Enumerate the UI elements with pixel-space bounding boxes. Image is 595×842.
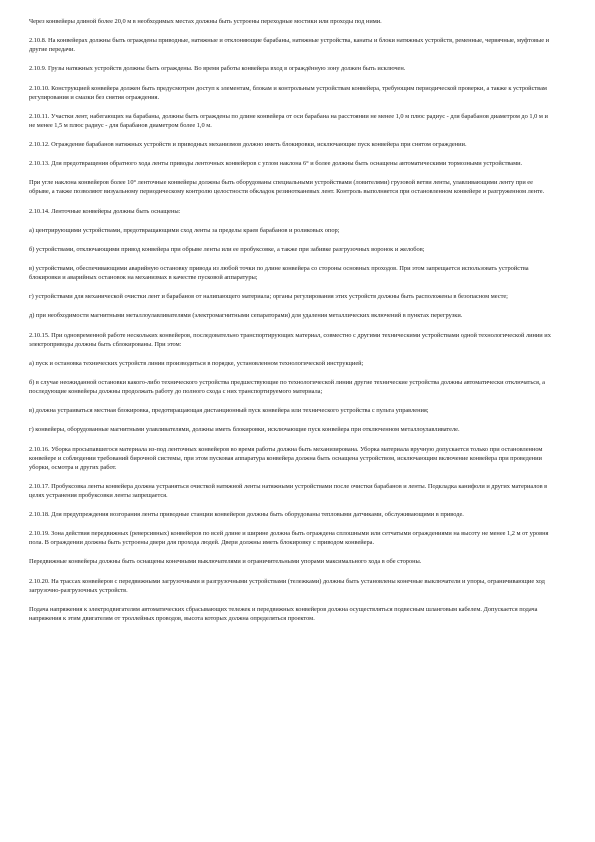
paragraph: 2.10.11. Участки лент, набегающих на барабаны, должны быть ограждены по длине конвейера от оси барабана на расстоянии не менее 1,0 м плюс радиус - для барабанов диаметром до 1,0 м и не менее 1,5 м плюс радиус - для барабанов диаметром более 1,0 м. (29, 112, 548, 129)
paragraph: 2.10.13. Для предотвращения обратного хода ленты приводы ленточных конвейеров с углом наклона 6° и более должны быть оснащены автоматическими тормозными устройствами. (29, 160, 523, 168)
list-item: а) пуск и остановка технических устройств линии производиться в порядке, установленном технологической инструкцией; (29, 359, 364, 367)
paragraph: Передвижные конвейеры должны быть оснащены конечными выключателями и ограничительными упорами максимального хода в обе стороны. (29, 558, 422, 566)
paragraph: 2.10.15. При одновременной работе нескольких конвейеров, последовательно транспортирующих материал, совместно с другими техническими устройствами одной технологической линии их электроприводы должны быть сблокированы. При этом: (29, 331, 551, 348)
list-item: а) центрирующими устройствами, предотвращающими сход ленты за пределы краев барабанов и роликовых опор; (29, 226, 340, 234)
list-item: б) устройствами, отключающими привод конвейера при обрыве ленты или ее пробуксовке, а также при забивке разгрузочных воронок и желобов; (29, 245, 425, 253)
paragraph: 2.10.19. Зона действия передвижных (реверсивных) конвейеров по всей длине и ширине должна быть ограждена сплошными или сетчатыми ограждениями на высоту не менее 1,2 м от уровня пола. В ограждении должны быть устроены двери для прохода людей. Двери должны иметь блокировку с приводом конвейера. (29, 530, 549, 547)
list-item: г) конвейеры, оборудованные магнитными улавливателями, должны иметь блокировки, исключающие пуск конвейера при отключенном металлоулавливателе. (29, 426, 460, 434)
paragraph: 2.10.20. На трассах конвейеров с передвижными загрузочными и разгрузочными устройствами (тележками) должны быть установлены конечные выключатели и упоры, ограничивающие ход загрузочно-разгрузочных устройств. (29, 577, 545, 594)
paragraph: При угле наклона конвейеров более 10° ленточные конвейеры должны быть оборудованы специальными устройствами (ловителями) грузовой ветви ленты, улавливающими ленту при ее обрыве, а также позволяют визуальному периодическому контролю целостности обкладок резинотканевых лент. Контроль выполняется при остановленном конвейере и разгруженном ленте. (29, 179, 545, 196)
paragraph: 2.10.14. Ленточные конвейеры должны быть оснащены: (29, 207, 181, 215)
list-item: в) устройствами, обеспечивающими аварийную остановку привода из любой точки по длине конвейера со стороны основных проходов. При этом запрещается использовать устройства блокировки и аварийных остановок на механизмах в качестве пусковой аппаратуры; (29, 265, 529, 282)
paragraph: 2.10.9. Грузы натяжных устройств должны быть ограждены. Во время работы конвейера вход в ограждённую зону должен быть исключен. (29, 65, 406, 73)
paragraph: 2.10.16. Уборка просыпавшегося материала из-под ленточных конвейеров во время работы должна быть механизирована. Уборка материала вручную допускается только при остановленном конвейере и соблюдении требований бирочной системы, при этом пусковая аппаратура конвейера должна быть оснащена устройством, исключающим включение конвейера при проведении уборки, осмотра и других работ. (29, 445, 543, 471)
list-item: г) устройствами для механической очистки лент и барабанов от налипающего материала; органы регулирования этих устройств должны быть расположены в безопасном месте; (29, 293, 508, 301)
paragraph: 2.10.10. Конструкцией конвейера должен быть предусмотрен доступ к элементам, блокам и контрольным устройствам конвейера, требующим периодической проверки, а также к устройствам регулирования и смазки без снятия ограждения. (29, 84, 547, 101)
paragraph: Через конвейеры длиной более 20,0 м в необходимых местах должны быть устроены переходные мостики или проходы под ними. (29, 18, 382, 25)
paragraph: 2.10.8. На конвейерах должны быть ограждены приводные, натяжные и отклоняющие барабаны, натяжные устройства, канаты и блоки натяжных устройств, ременные, червячные, муфтовые и другие передачи. (29, 37, 550, 54)
list-item: б) в случае неожиданной остановки какого-либо технического устройства предшествующие по технологической линии другие технические устройства должны автоматически отключаться, а последующие конвейеры должны продолжать работу до полного схода с них транспортируемого материала; (29, 379, 545, 395)
paragraph: Подача напряжения к электродвигателям автоматических сбрасывающих тележек и передвижных конвейеров должна осуществляться подвесным шланговым кабелем. Допускается подача напряжения к этим двигателям от троллейных проводов, высота которых должна определяться проектом. (29, 605, 538, 622)
paragraph: 2.10.12. Ограждение барабанов натяжных устройств и приводных механизмов должно иметь блокировки, исключающие пуск конвейера при снятом ограждении. (29, 140, 467, 148)
list-item: д) при необходимости магнитными металлоулавливателями (электромагнитными сепараторами) для удаления металлических включений в пунктах перегрузки. (29, 312, 463, 320)
paragraph: 2.10.17. Пробуксовка ленты конвейера должна устраняться очисткой натяжной ленты натяжными устройствами после очистки барабанов и ленты. Подкладка канифоли и других материалов в целях устранения пробуксовки ленты запрещается. (29, 482, 548, 499)
paragraph: 2.10.18. Для предупреждения возгорания ленты приводные станции конвейеров должны быть оборудованы тепловыми датчиками, обслуживающими в приводе. (29, 510, 464, 518)
list-item: в) должна устраиваться местная блокировка, предотвращающая дистанционный пуск конвейера или технического устройства с пульта управления; (29, 407, 429, 415)
